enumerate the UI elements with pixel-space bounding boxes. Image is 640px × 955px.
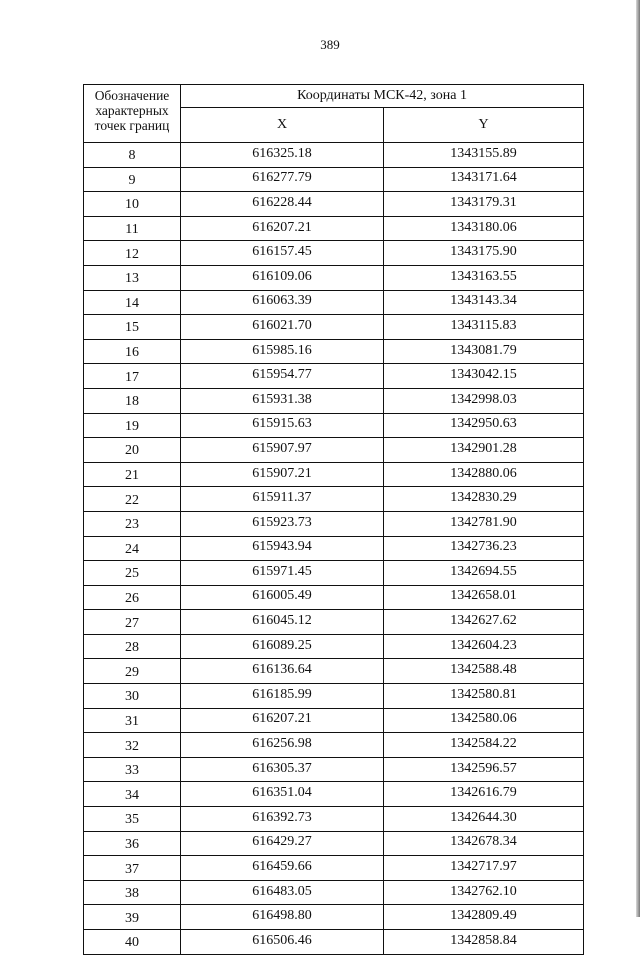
y-coordinate-cell: 1342950.63 bbox=[384, 413, 584, 438]
y-coordinate-cell: 1342736.23 bbox=[384, 536, 584, 561]
x-coordinate-cell: 615911.37 bbox=[181, 487, 384, 512]
x-coordinate-cell: 616207.21 bbox=[181, 708, 384, 733]
x-coordinate-cell: 616325.18 bbox=[181, 143, 384, 168]
point-number-cell: 17 bbox=[84, 364, 181, 389]
y-coordinate-cell: 1343042.15 bbox=[384, 364, 584, 389]
x-coordinate-cell: 616185.99 bbox=[181, 684, 384, 709]
table-row bbox=[84, 659, 584, 684]
y-coordinate-cell: 1342596.57 bbox=[384, 757, 584, 782]
point-number-cell: 12 bbox=[84, 241, 181, 266]
point-number-cell: 31 bbox=[84, 708, 181, 733]
page-number: 389 bbox=[320, 37, 340, 52]
table-row bbox=[84, 438, 584, 463]
x-coordinate-cell: 616005.49 bbox=[181, 585, 384, 610]
x-coordinate-cell: 615923.73 bbox=[181, 511, 384, 536]
table-row bbox=[84, 684, 584, 709]
table-row bbox=[84, 708, 584, 733]
y-coordinate-cell: 1342644.30 bbox=[384, 807, 584, 832]
x-coordinate-cell: 616277.79 bbox=[181, 167, 384, 192]
x-coordinate-cell: 616136.64 bbox=[181, 659, 384, 684]
x-coordinate-cell: 616498.80 bbox=[181, 905, 384, 930]
y-coordinate-cell: 1342858.84 bbox=[384, 930, 584, 955]
header-coordinates-system: Координаты МСК-42, зона 1 bbox=[181, 85, 584, 108]
point-number-cell: 33 bbox=[84, 757, 181, 782]
point-number-cell: 37 bbox=[84, 856, 181, 881]
x-coordinate-cell: 615907.97 bbox=[181, 438, 384, 463]
table-row bbox=[84, 462, 584, 487]
point-number-cell: 27 bbox=[84, 610, 181, 635]
x-coordinate-cell: 616157.45 bbox=[181, 241, 384, 266]
point-number-cell: 8 bbox=[84, 143, 181, 168]
x-coordinate-cell: 616392.73 bbox=[181, 807, 384, 832]
y-coordinate-cell: 1342762.10 bbox=[384, 880, 584, 905]
coordinates-table bbox=[83, 84, 584, 955]
x-coordinate-cell: 616109.06 bbox=[181, 265, 384, 290]
point-number-cell: 25 bbox=[84, 561, 181, 586]
x-coordinate-cell: 616351.04 bbox=[181, 782, 384, 807]
header-y: Y bbox=[384, 108, 584, 143]
table-row bbox=[84, 413, 584, 438]
point-number-cell: 40 bbox=[84, 930, 181, 955]
table-row bbox=[84, 241, 584, 266]
y-coordinate-cell: 1342627.62 bbox=[384, 610, 584, 635]
table-row bbox=[84, 733, 584, 758]
x-coordinate-cell: 616256.98 bbox=[181, 733, 384, 758]
x-coordinate-cell: 615985.16 bbox=[181, 339, 384, 364]
y-coordinate-cell: 1342880.06 bbox=[384, 462, 584, 487]
y-coordinate-cell: 1343171.64 bbox=[384, 167, 584, 192]
coordinates-table-body bbox=[84, 143, 584, 955]
point-number-cell: 28 bbox=[84, 634, 181, 659]
header-point-designation: Обозначение характерных точек границ bbox=[84, 85, 181, 143]
point-number-cell: 9 bbox=[84, 167, 181, 192]
x-coordinate-cell: 616305.37 bbox=[181, 757, 384, 782]
table-row bbox=[84, 782, 584, 807]
point-number-cell: 36 bbox=[84, 831, 181, 856]
y-coordinate-cell: 1342901.28 bbox=[384, 438, 584, 463]
y-coordinate-cell: 1342580.81 bbox=[384, 684, 584, 709]
point-number-cell: 21 bbox=[84, 462, 181, 487]
table-row bbox=[84, 634, 584, 659]
point-number-cell: 13 bbox=[84, 265, 181, 290]
y-coordinate-cell: 1342694.55 bbox=[384, 561, 584, 586]
y-coordinate-cell: 1342584.22 bbox=[384, 733, 584, 758]
table-row bbox=[84, 561, 584, 586]
point-number-cell: 29 bbox=[84, 659, 181, 684]
point-number-cell: 26 bbox=[84, 585, 181, 610]
point-number-cell: 23 bbox=[84, 511, 181, 536]
y-coordinate-cell: 1343081.79 bbox=[384, 339, 584, 364]
point-number-cell: 32 bbox=[84, 733, 181, 758]
x-coordinate-cell: 615907.21 bbox=[181, 462, 384, 487]
x-coordinate-cell: 615915.63 bbox=[181, 413, 384, 438]
point-number-cell: 38 bbox=[84, 880, 181, 905]
y-coordinate-cell: 1342588.48 bbox=[384, 659, 584, 684]
scan-edge-shadow bbox=[636, 0, 640, 917]
x-coordinate-cell: 616063.39 bbox=[181, 290, 384, 315]
table-row bbox=[84, 511, 584, 536]
table-row bbox=[84, 192, 584, 217]
x-coordinate-cell: 616021.70 bbox=[181, 315, 384, 340]
y-coordinate-cell: 1342678.34 bbox=[384, 831, 584, 856]
y-coordinate-cell: 1342830.29 bbox=[384, 487, 584, 512]
table-row bbox=[84, 487, 584, 512]
x-coordinate-cell: 616506.46 bbox=[181, 930, 384, 955]
y-coordinate-cell: 1343179.31 bbox=[384, 192, 584, 217]
table-row bbox=[84, 880, 584, 905]
point-number-cell: 16 bbox=[84, 339, 181, 364]
x-coordinate-cell: 615971.45 bbox=[181, 561, 384, 586]
table-row bbox=[84, 265, 584, 290]
point-number-cell: 30 bbox=[84, 684, 181, 709]
table-row bbox=[84, 905, 584, 930]
table-row bbox=[84, 216, 584, 241]
y-coordinate-cell: 1343180.06 bbox=[384, 216, 584, 241]
point-number-cell: 14 bbox=[84, 290, 181, 315]
table-row bbox=[84, 290, 584, 315]
y-coordinate-cell: 1343163.55 bbox=[384, 265, 584, 290]
table-row bbox=[84, 143, 584, 168]
y-coordinate-cell: 1342781.90 bbox=[384, 511, 584, 536]
x-coordinate-cell: 616228.44 bbox=[181, 192, 384, 217]
point-number-cell: 24 bbox=[84, 536, 181, 561]
x-coordinate-cell: 615954.77 bbox=[181, 364, 384, 389]
point-number-cell: 10 bbox=[84, 192, 181, 217]
point-number-cell: 18 bbox=[84, 388, 181, 413]
point-number-cell: 11 bbox=[84, 216, 181, 241]
y-coordinate-cell: 1343143.34 bbox=[384, 290, 584, 315]
x-coordinate-cell: 616483.05 bbox=[181, 880, 384, 905]
table-row bbox=[84, 167, 584, 192]
y-coordinate-cell: 1342809.49 bbox=[384, 905, 584, 930]
table-row bbox=[84, 757, 584, 782]
table-row bbox=[84, 315, 584, 340]
table-row bbox=[84, 364, 584, 389]
x-coordinate-cell: 615943.94 bbox=[181, 536, 384, 561]
x-coordinate-cell: 616089.25 bbox=[181, 634, 384, 659]
table-row bbox=[84, 585, 584, 610]
y-coordinate-cell: 1343155.89 bbox=[384, 143, 584, 168]
table-row bbox=[84, 930, 584, 955]
point-number-cell: 15 bbox=[84, 315, 181, 340]
table-row bbox=[84, 339, 584, 364]
y-coordinate-cell: 1342658.01 bbox=[384, 585, 584, 610]
y-coordinate-cell: 1342604.23 bbox=[384, 634, 584, 659]
x-coordinate-cell: 616459.66 bbox=[181, 856, 384, 881]
y-coordinate-cell: 1343115.83 bbox=[384, 315, 584, 340]
point-number-cell: 19 bbox=[84, 413, 181, 438]
y-coordinate-cell: 1342998.03 bbox=[384, 388, 584, 413]
header-x: X bbox=[181, 108, 384, 143]
table-row bbox=[84, 388, 584, 413]
y-coordinate-cell: 1342717.97 bbox=[384, 856, 584, 881]
point-number-cell: 39 bbox=[84, 905, 181, 930]
table-row bbox=[84, 856, 584, 881]
point-number-cell: 34 bbox=[84, 782, 181, 807]
x-coordinate-cell: 616045.12 bbox=[181, 610, 384, 635]
point-number-cell: 35 bbox=[84, 807, 181, 832]
x-coordinate-cell: 616429.27 bbox=[181, 831, 384, 856]
y-coordinate-cell: 1342580.06 bbox=[384, 708, 584, 733]
point-number-cell: 22 bbox=[84, 487, 181, 512]
y-coordinate-cell: 1343175.90 bbox=[384, 241, 584, 266]
table-row bbox=[84, 831, 584, 856]
y-coordinate-cell: 1342616.79 bbox=[384, 782, 584, 807]
table-row bbox=[84, 536, 584, 561]
x-coordinate-cell: 615931.38 bbox=[181, 388, 384, 413]
point-number-cell: 20 bbox=[84, 438, 181, 463]
table-row bbox=[84, 807, 584, 832]
x-coordinate-cell: 616207.21 bbox=[181, 216, 384, 241]
table-row bbox=[84, 610, 584, 635]
